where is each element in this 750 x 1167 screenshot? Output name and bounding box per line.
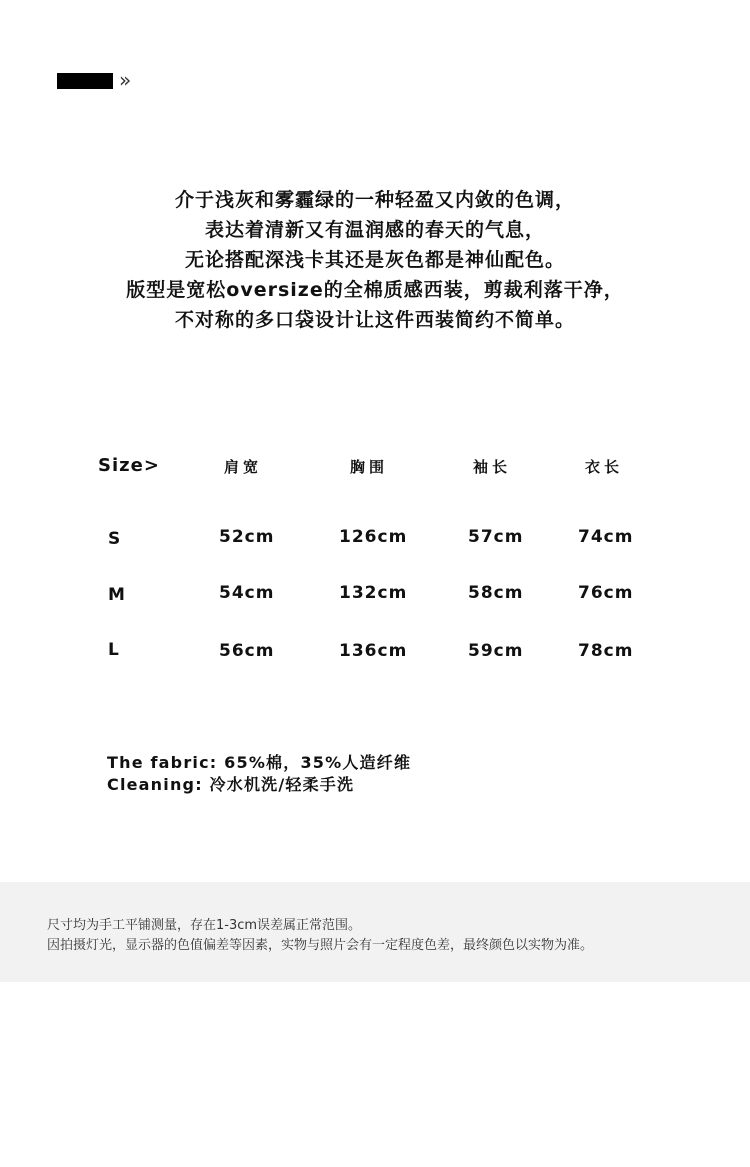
notice-line: 尺寸均为手工平铺测量，存在1-3cm误差属正常范围。 [47, 918, 362, 933]
table-cell-chest: 136cm [339, 641, 408, 661]
fabric-composition: The fabric: 65%棉，35%人造纤维 [107, 753, 412, 772]
measurement-notice [0, 882, 750, 982]
description-line: 表达着清新又有温润感的春天的气息， [204, 219, 545, 241]
table-cell-shoulder: 52cm [219, 527, 275, 547]
table-header-chest: 胸围 [350, 458, 389, 476]
description-line: 不对称的多口袋设计让这件西装简约不简单。 [174, 309, 575, 331]
table-cell-length: 78cm [578, 641, 634, 661]
notice-line: 因拍摄灯光，显示器的色值偏差等因素，实物与照片会有一定程度色差，最终颜色以实物为准。 [47, 938, 594, 953]
table-cell-sleeve: 57cm [468, 527, 524, 547]
table-cell-sleeve: 58cm [468, 583, 524, 603]
table-cell-length: 76cm [578, 583, 634, 603]
cleaning-instructions: Cleaning: 冷水机洗/轻柔手洗 [107, 775, 355, 794]
table-cell-size: M [108, 585, 126, 605]
table-header-shoulder: 肩宽 [224, 458, 263, 476]
header-bar [57, 73, 113, 89]
double-chevron-icon: » [119, 68, 132, 92]
table-cell-sleeve: 59cm [468, 641, 524, 661]
notice-text [47, 916, 593, 956]
table-cell-chest: 126cm [339, 527, 408, 547]
description-line: 介于浅灰和雾霾绿的一种轻盈又内敛的色调， [174, 189, 575, 211]
table-header-size: Size> [98, 455, 160, 476]
table-header-length: 衣长 [585, 458, 624, 476]
table-cell-chest: 132cm [339, 583, 408, 603]
table-header-sleeve: 袖长 [473, 458, 512, 476]
table-cell-size: L [108, 640, 120, 660]
product-description [0, 185, 750, 335]
fabric-info [107, 752, 411, 796]
table-cell-shoulder: 54cm [219, 583, 275, 603]
table-cell-length: 74cm [578, 527, 634, 547]
description-line: 版型是宽松oversize的全棉质感西装，剪裁利落干净， [126, 279, 624, 301]
table-cell-shoulder: 56cm [219, 641, 275, 661]
description-line: 无论搭配深浅卡其还是灰色都是神仙配色。 [184, 249, 565, 271]
table-cell-size: S [108, 529, 122, 549]
